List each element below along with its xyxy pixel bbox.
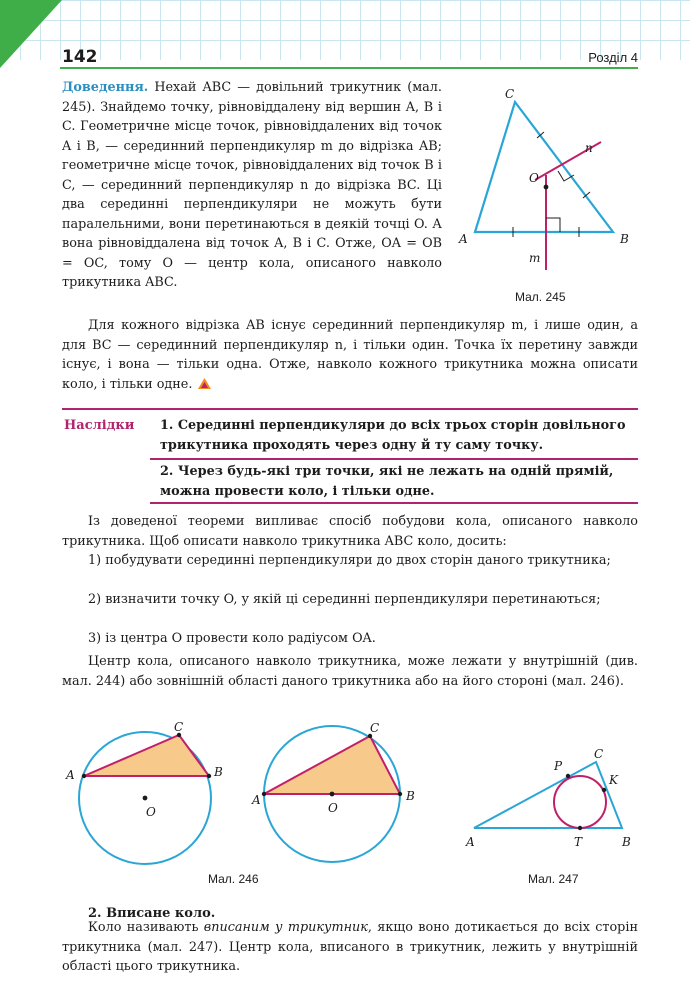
point-a-2 (262, 792, 266, 796)
label-b-1: B (214, 765, 223, 779)
label-o-2: O (328, 801, 338, 815)
proof-lead: Доведення. (62, 80, 149, 95)
point-o-1 (143, 796, 148, 801)
label-a-2: A (252, 793, 261, 807)
consequence-1: 1. Серединні перпендикуляри до всіх трьох сторін довільного трикутника проходять через одну й ту саму точку. (160, 418, 626, 453)
point-o-2 (330, 792, 335, 797)
right-angle-mark-n (558, 171, 574, 181)
point-k (602, 788, 606, 792)
figure-246 (62, 720, 422, 870)
label-b-247: B (622, 835, 631, 849)
construction-step-2: 2) визначити точку O, у якій ці серединні перпендикуляри перетинаються; (88, 592, 601, 607)
incircle (554, 776, 606, 828)
consequences-top-rule (62, 408, 638, 410)
figure-246-caption: Мал. 246 (208, 872, 259, 886)
label-c: C (505, 87, 515, 101)
label-t-247: T (574, 835, 583, 849)
label-a: A (459, 232, 468, 246)
label-a-247: A (466, 835, 475, 849)
triangle-obtuse (84, 735, 209, 776)
end-of-proof-icon (197, 377, 212, 390)
proof-paragraph (62, 78, 442, 293)
inscribed-text-start: Коло називають (88, 920, 204, 935)
consequence-2: 2. Через будь-які три точки, які не лежать на одній прямій, можна провести коло, і тільки одне. (160, 464, 614, 499)
triangle-abc (475, 102, 613, 232)
point-p (566, 774, 570, 778)
label-b-2: B (406, 789, 415, 803)
label-a-1: A (66, 768, 75, 782)
inscribed-term: вписаним у трикутник (203, 920, 368, 935)
consequences-bottom-rule (150, 502, 638, 504)
point-b-1 (207, 774, 211, 778)
point-o (544, 185, 549, 190)
figure-247 (462, 740, 642, 860)
continuation-text: Для кожного відрізка AB існує серединний перпендикуляр m, і лише один, а для BC — серединний перпендикуляр n, і тільки один. Точка їх перетину завжди існує, і вона — тільки одна. Отже, навколо кожного трикутника можна описати коло, і тільки одне. (62, 318, 638, 392)
figure-245-caption: Мал. 245 (515, 290, 566, 304)
inscribed-text-end: , якщо воно дотикається до всіх сторін трикутника (мал. 247). Центр кола, вписаного в трикутник, лежить у внутрішній області цього трикутника. (62, 920, 638, 974)
right-angle-mark-m (546, 218, 560, 232)
corner-tab (0, 0, 62, 68)
point-a-1 (82, 774, 86, 778)
grid-background (0, 0, 690, 60)
section-title: Розділ 4 (588, 50, 638, 65)
label-b: B (620, 232, 629, 246)
label-n: n (585, 141, 593, 155)
figure-245 (455, 80, 655, 310)
construction-step-1: 1) побудувати серединні перпендикуляри до двох сторін даного трикутника; (88, 553, 611, 568)
consequence-divider (150, 458, 638, 460)
page-number: 142 (62, 47, 98, 67)
header-rule (60, 67, 638, 69)
construction-intro: Із доведеної теореми випливає спосіб побудови кола, описаного навколо трикутника. Щоб описати навколо трикутника ABC коло, досить: (62, 514, 638, 549)
proof-text: Нехай ABC — довільний трикутник (мал. 245). Знайдемо точку, рівновіддалену від вершин A, B і C. Геометричне місце точок, рівновіддалених від точок A і B, — серединний перпендикуляр m до відрізка AB; геометричне місце точок, рівновіддалених від точок B і C, — серединний перпендикуляр n до відрізка BC. Ці два серединні перпендикуляри не можуть бути паралельними, вони перетинаються в деякій точці O. А вона рівновіддалена від точок A, B і C. Отже, OA = OB = OC, тому O — центр кола, описаного навколо трикутника ABC. (62, 80, 442, 290)
label-p-247: P (554, 759, 563, 773)
consequences-label: Наслідки (64, 418, 135, 433)
proof-continuation (62, 316, 638, 394)
label-m: m (529, 251, 541, 265)
label-c-2: C (370, 721, 380, 735)
label-o: O (529, 171, 539, 185)
point-t (578, 826, 582, 830)
label-o-1: O (146, 805, 156, 819)
figure-247-caption: Мал. 247 (528, 872, 579, 886)
inscribed-heading: 2. Вписане коло. (88, 906, 216, 921)
label-c-247: C (594, 747, 604, 761)
inscribed-paragraph (62, 918, 638, 977)
label-c-1: C (174, 720, 184, 734)
point-b-2 (398, 792, 402, 796)
center-note: Центр кола, описаного навколо трикутника, може лежати у внутрішній (див. мал. 244) або зовнішній області даного трикутника або на його стороні (мал. 246). (62, 654, 638, 689)
construction-step-3: 3) із центра O провести коло радіусом OA. (88, 631, 376, 646)
label-k-247: K (609, 773, 618, 787)
